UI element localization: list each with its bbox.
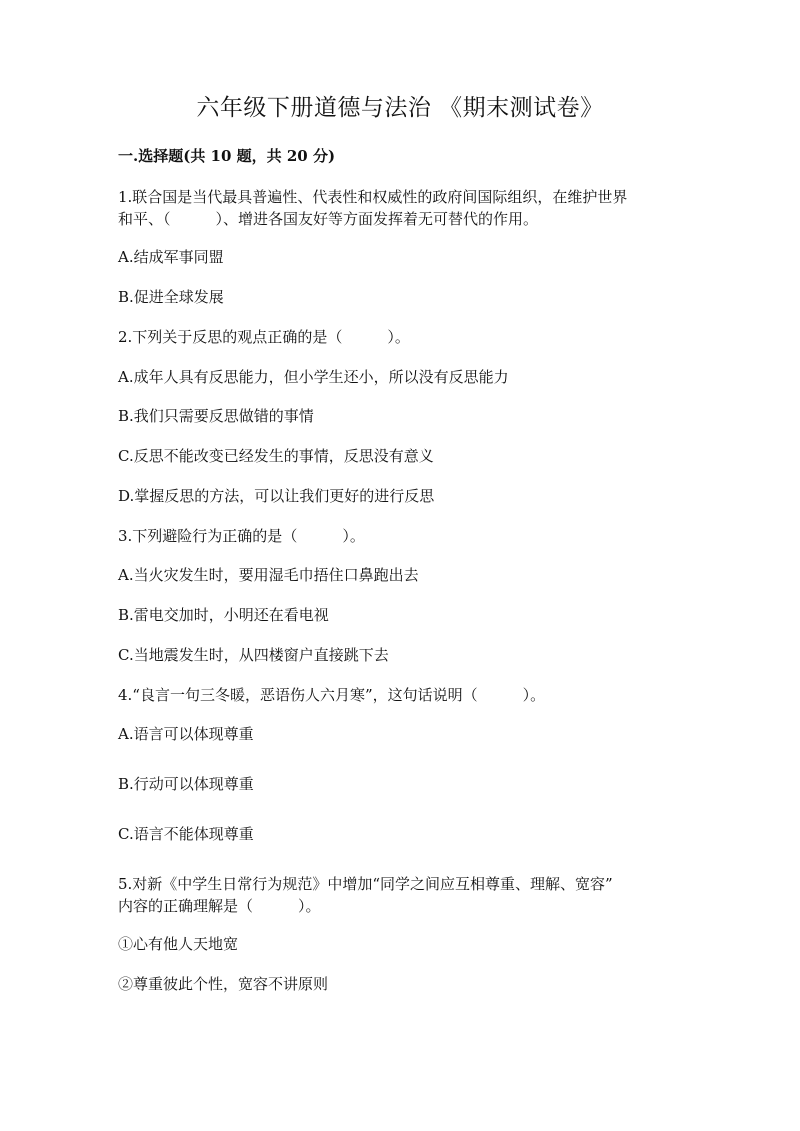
question-4-option-b: B.行动可以体现尊重 [118, 775, 254, 793]
question-5-stem-line-2: 内容的正确理解是（ ）。 [118, 897, 321, 915]
question-2-stem: 2.下列关于反思的观点正确的是（ ）。 [118, 328, 410, 346]
section-heading: 一.选择题(共 10 题，共 20 分) [118, 147, 336, 165]
question-1-option-a: A.结成军事同盟 [118, 248, 224, 266]
question-1-stem-line-1: 1.联合国是当代最具普遍性、代表性和权威性的政府间国际组织，在维护世界 [118, 188, 628, 206]
question-3-option-c: C.当地震发生时，从四楼窗户直接跳下去 [118, 646, 389, 664]
question-4-stem: 4.“良言一句三冬暖，恶语伤人六月寒”，这句话说明（ ）。 [118, 686, 546, 704]
question-4-option-c: C.语言不能体现尊重 [118, 825, 254, 843]
question-1-option-b: B.促进全球发展 [118, 288, 224, 306]
question-5-stem-line-1: 5.对新《中学生日常行为规范》中增加“同学之间应互相尊重、理解、宽容” [118, 875, 613, 893]
question-2-option-b: B.我们只需要反思做错的事情 [118, 407, 314, 425]
question-2-option-a: A.成年人具有反思能力，但小学生还小，所以没有反思能力 [118, 368, 509, 386]
question-4-option-a: A.语言可以体现尊重 [118, 725, 254, 743]
question-5-option-2: ②尊重彼此个性，宽容不讲原则 [118, 975, 329, 993]
question-3-option-b: B.雷电交加时，小明还在看电视 [118, 606, 329, 624]
question-3-option-a: A.当火灾发生时，要用湿毛巾捂住口鼻跑出去 [118, 566, 419, 584]
question-1-stem-line-2: 和平、（ ）、增进各国友好等方面发挥着无可替代的作用。 [118, 210, 539, 228]
question-2-option-d: D.掌握反思的方法，可以让我们更好的进行反思 [118, 487, 435, 505]
question-5-option-1: ①心有他人天地宽 [118, 935, 239, 953]
page-title: 六年级下册道德与法治 《期末测试卷》 [196, 95, 604, 121]
question-2-option-c: C.反思不能改变已经发生的事情，反思没有意义 [118, 447, 434, 465]
question-3-stem: 3.下列避险行为正确的是（ ）。 [118, 527, 365, 545]
